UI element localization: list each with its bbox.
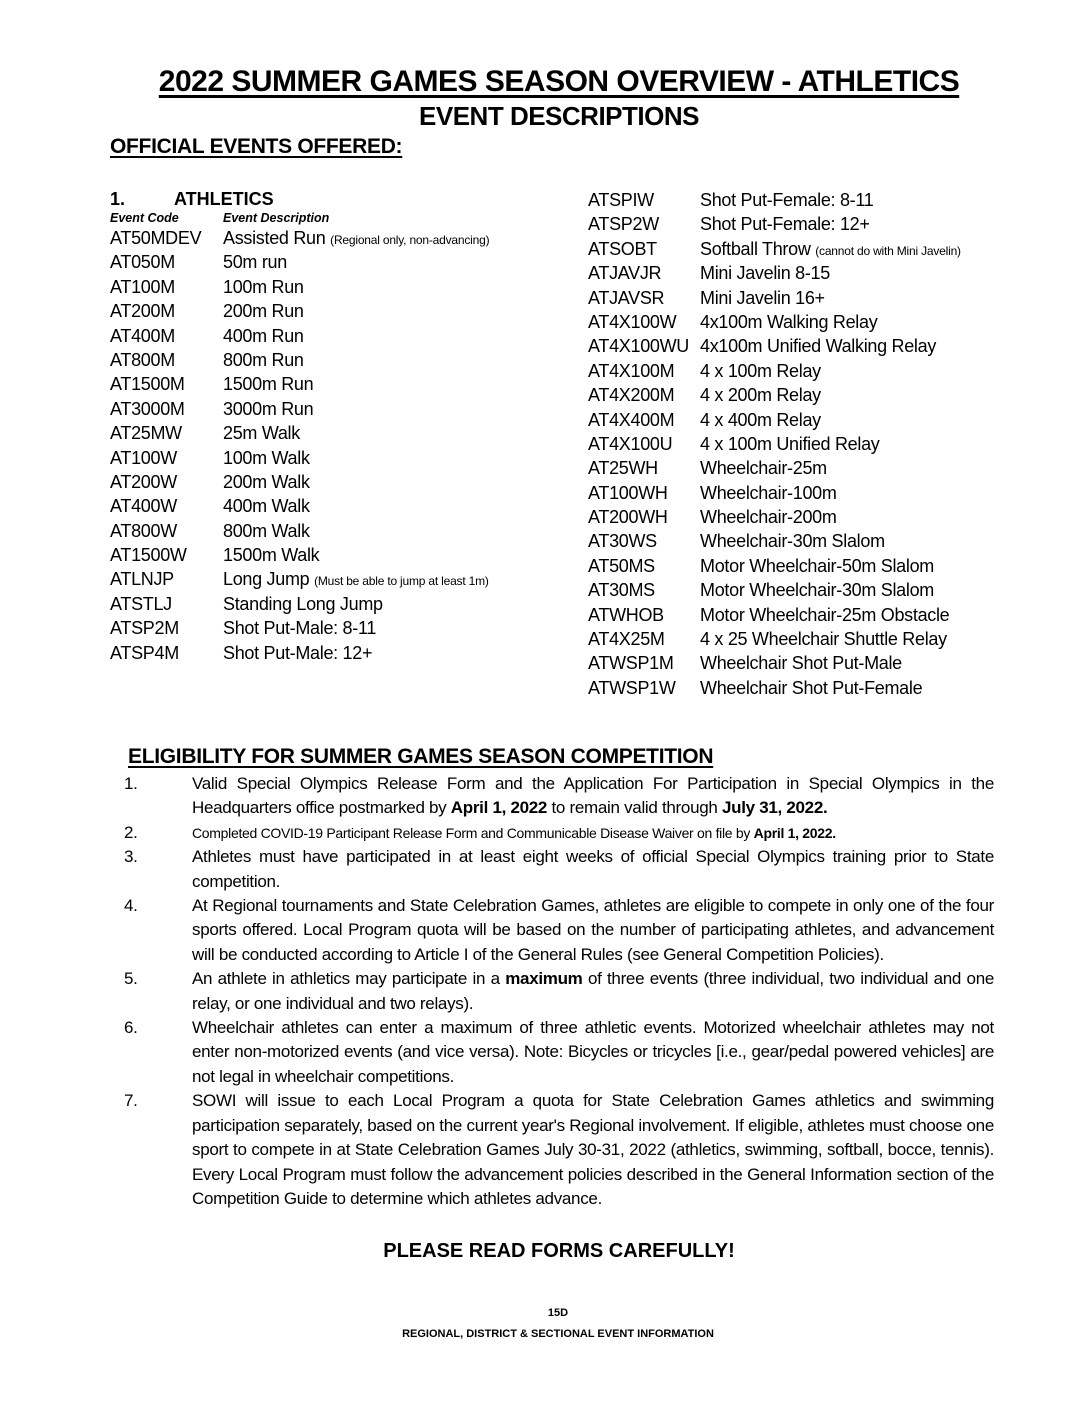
event-note: (cannot do with Mini Javelin) (815, 243, 961, 258)
event-code: AT4X200M (588, 385, 675, 406)
event-row (110, 446, 580, 470)
event-row (110, 470, 580, 494)
event-description: Wheelchair-200m (700, 507, 837, 528)
event-description: 1500m Run (223, 374, 314, 395)
event-row (588, 359, 1078, 383)
event-description: 4 x 25 Wheelchair Shuttle Relay (700, 629, 947, 650)
event-code: ATSP2M (110, 618, 179, 639)
event-description: Assisted Run (223, 228, 326, 248)
item-text-part: Wheelchair athletes can enter a maximum of three athletic events. Motorized wheelchair athletes may not enter non-motorized events (and vice versa). Note: Bicycles or tricycles [i.e., gear/pedal powered vehicles] are not legal in wheelchair competitions. (192, 1018, 994, 1086)
event-row (588, 578, 1078, 602)
event-description: 200m Walk (223, 471, 310, 492)
events-left-column (110, 188, 580, 665)
item-number: 7. (124, 1091, 138, 1111)
event-code: ATSP4M (110, 642, 179, 663)
event-description: 4x100m Walking Relay (700, 311, 878, 332)
item-emphasis: April 1, 2022 (450, 798, 548, 818)
eligibility-item (124, 1089, 994, 1211)
event-code: AT4X25M (588, 629, 665, 650)
event-row (588, 212, 1078, 236)
event-row (588, 237, 1078, 261)
event-code: AT50MS (588, 555, 655, 576)
event-code: AT3000M (110, 398, 185, 419)
event-description: 4 x 200m Relay (700, 385, 821, 406)
event-description: Shot Put-Female: 12+ (700, 214, 870, 235)
event-code: AT200WH (588, 507, 668, 528)
event-row (110, 275, 580, 299)
event-description: Shot Put-Female: 8-11 (700, 190, 874, 210)
event-row (110, 567, 580, 591)
column-header-code: Event Code (110, 211, 179, 225)
item-text (192, 772, 994, 821)
event-description: 200m Run (223, 301, 304, 322)
event-code: AT1500W (110, 545, 187, 566)
item-emphasis: July 31, 2022. (721, 798, 828, 818)
event-code: AT4X100W (588, 311, 677, 332)
page-subtitle: EVENT DESCRIPTIONS (419, 101, 699, 131)
event-row (588, 432, 1078, 456)
event-code: AT200M (110, 301, 175, 322)
eligibility-item (124, 894, 994, 967)
event-row (110, 421, 580, 445)
footer-text: REGIONAL, DISTRICT & SECTIONAL EVENT INFORMATION (402, 1328, 714, 1340)
event-description: Motor Wheelchair-30m Slalom (700, 580, 934, 601)
event-description: 100m Walk (223, 447, 310, 468)
eligibility-heading: ELIGIBILITY FOR SUMMER GAMES SEASON COMPETITION (128, 745, 714, 768)
event-row (588, 554, 1078, 578)
event-description: Wheelchair Shot Put-Male (700, 653, 902, 674)
event-description: Motor Wheelchair-25m Obstacle (700, 604, 950, 625)
event-code: AT50MDEV (110, 228, 202, 248)
event-description: 100m Run (223, 276, 304, 297)
column-headers (110, 210, 580, 226)
event-code: AT25WH (588, 458, 658, 479)
item-text-part: Completed COVID-19 Participant Release Form and Communicable Disease Waiver on file by (192, 824, 754, 841)
event-code: ATSP2W (588, 214, 659, 235)
event-description: 25m Walk (223, 423, 300, 444)
event-row (588, 286, 1078, 310)
events-right-column (588, 188, 1078, 700)
event-row (110, 372, 580, 396)
event-list-right (588, 188, 1078, 700)
event-code: AT400W (110, 496, 177, 517)
item-number: 1. (124, 774, 138, 793)
event-row (588, 383, 1078, 407)
event-row (110, 397, 580, 421)
event-code: AT100W (110, 447, 177, 468)
event-description: 4 x 400m Relay (700, 409, 821, 430)
event-description: 1500m Walk (223, 545, 320, 566)
item-text-part: to remain valid through (547, 798, 722, 818)
item-number: 2. (124, 822, 138, 842)
item-text-part: Valid Special Olympics Release Form and the Application For Participation in Special Olympics in the Headquarters office postmarked by (192, 774, 994, 818)
event-code: ATSTLJ (110, 593, 172, 614)
event-description: Wheelchair-100m (700, 482, 837, 503)
event-code: AT30WS (588, 531, 657, 552)
event-description: 4 x 100m Unified Relay (700, 433, 880, 454)
section-heading (110, 188, 580, 210)
item-text (192, 1016, 994, 1089)
event-description: Wheelchair-30m Slalom (700, 531, 885, 552)
item-text (192, 1089, 994, 1211)
event-row (110, 616, 580, 640)
item-text-part: SOWI will issue to each Local Program a quota for State Celebration Games athletics and swimming participation separately, based on the current year's Regional involvement. If eligible, athletes must choose one sport to compete in at State Celebration Games July 30-31, 2022 (athletics, swimming, softball, bocce, tennis). Every Local Program must follow the advancement policies described in the General Information section of the Competition Guide to determine which athletes advance. (192, 1091, 994, 1208)
event-code: ATLNJP (110, 569, 174, 590)
item-text (192, 894, 994, 967)
event-row (588, 188, 1078, 212)
event-row (110, 641, 580, 665)
event-row (110, 324, 580, 348)
event-row (110, 543, 580, 567)
event-row (110, 226, 580, 250)
event-description: 3000m Run (223, 398, 314, 419)
event-code: AT30MS (588, 580, 655, 601)
event-description: Long Jump (223, 569, 310, 590)
item-text-part: At Regional tournaments and State Celebration Games, athletes are eligible to compete in only one of the four sports offered. Local Program quota will be based on the number of participating athletes, and advancement will be conducted according to Article I of the General Rules (see General Competition Policies). (192, 896, 994, 964)
event-code: AT100M (110, 276, 175, 297)
event-code: ATWSP1W (588, 677, 676, 698)
event-code: AT400M (110, 325, 175, 346)
eligibility-item (124, 845, 994, 894)
closing-notice: PLEASE READ FORMS CAREFULLY! (383, 1240, 735, 1262)
event-row (588, 603, 1078, 627)
event-code: ATWSP1M (588, 653, 674, 674)
event-description: Softball Throw (700, 238, 811, 259)
item-number: 3. (124, 847, 138, 867)
eligibility-list (124, 772, 994, 1211)
event-row (110, 494, 580, 518)
event-description: 400m Walk (223, 496, 310, 517)
item-emphasis: April 1, 2022. (753, 824, 836, 841)
event-description: 4x100m Unified Walking Relay (700, 336, 937, 357)
event-code: AT4X100M (588, 360, 675, 381)
event-code: AT1500M (110, 374, 185, 395)
event-code: AT200W (110, 471, 177, 492)
event-row (110, 348, 580, 372)
event-row (110, 519, 580, 543)
event-code: ATJAVJR (588, 263, 662, 284)
item-text-part: Athletes must have participated in at least eight weeks of official Special Olympics training prior to State competition. (192, 847, 994, 891)
event-code: AT4X100WU (588, 336, 690, 357)
event-row (588, 651, 1078, 675)
section-number: 1. (110, 189, 126, 209)
column-header-description: Event Description (223, 211, 330, 225)
event-description: Motor Wheelchair-50m Slalom (700, 555, 934, 576)
event-row (588, 481, 1078, 505)
event-code: AT4X100U (588, 433, 673, 454)
event-code: ATWHOB (588, 604, 664, 625)
item-number: 6. (124, 1018, 138, 1038)
event-description: 800m Run (223, 349, 304, 370)
event-code: AT050M (110, 252, 175, 273)
event-code: AT25MW (110, 423, 182, 444)
event-description: 50m run (223, 252, 287, 273)
eligibility-item (124, 967, 994, 1016)
page-number: 15D (547, 1307, 569, 1319)
event-code: AT800M (110, 349, 175, 370)
section-name: ATHLETICS (174, 189, 274, 209)
event-description: Standing Long Jump (223, 593, 383, 614)
event-row (110, 250, 580, 274)
eligibility-item (124, 772, 994, 821)
event-row (588, 505, 1078, 529)
event-description: 800m Walk (223, 520, 310, 541)
event-description: Shot Put-Male: 8-11 (223, 618, 377, 639)
event-row (588, 456, 1078, 480)
event-code: ATJAVSR (588, 287, 665, 308)
event-description: Mini Javelin 8-15 (700, 263, 830, 284)
item-emphasis: maximum (505, 969, 583, 989)
event-row (588, 529, 1078, 553)
event-code: AT100WH (588, 482, 668, 503)
event-row (588, 408, 1078, 432)
event-note: (Must be able to jump at least 1m) (314, 574, 489, 589)
event-row (110, 592, 580, 616)
event-row (588, 676, 1078, 700)
item-text (192, 845, 994, 894)
event-code: ATSPIW (588, 190, 654, 210)
event-row (110, 299, 580, 323)
item-number: 5. (124, 969, 138, 989)
event-description: Mini Javelin 16+ (700, 287, 825, 308)
event-row (588, 627, 1078, 651)
eligibility-item (124, 1016, 994, 1089)
event-code: ATSOBT (588, 238, 657, 259)
event-description: 400m Run (223, 325, 304, 346)
official-events-heading: OFFICIAL EVENTS OFFERED: (110, 135, 403, 158)
item-text (192, 821, 994, 845)
event-row (588, 334, 1078, 358)
event-row (588, 310, 1078, 334)
item-number: 4. (124, 896, 138, 916)
event-description: Shot Put-Male: 12+ (223, 642, 373, 663)
event-list-left (110, 226, 580, 665)
event-code: AT4X400M (588, 409, 675, 430)
page-title: 2022 SUMMER GAMES SEASON OVERVIEW - ATHLETICS (158, 65, 960, 98)
eligibility-item (124, 821, 994, 845)
item-text-part: of three events (three individual, two individual and one relay, or one individual and two relays). (192, 969, 995, 1013)
event-description: Wheelchair Shot Put-Female (700, 677, 923, 698)
event-row (588, 261, 1078, 285)
event-note: (Regional only, non-advancing) (330, 233, 490, 247)
event-code: AT800W (110, 520, 177, 541)
item-text (192, 967, 994, 1016)
event-description: 4 x 100m Relay (700, 360, 821, 381)
event-description: Wheelchair-25m (700, 458, 827, 479)
item-text-part: An athlete in athletics may participate in a (192, 969, 506, 989)
